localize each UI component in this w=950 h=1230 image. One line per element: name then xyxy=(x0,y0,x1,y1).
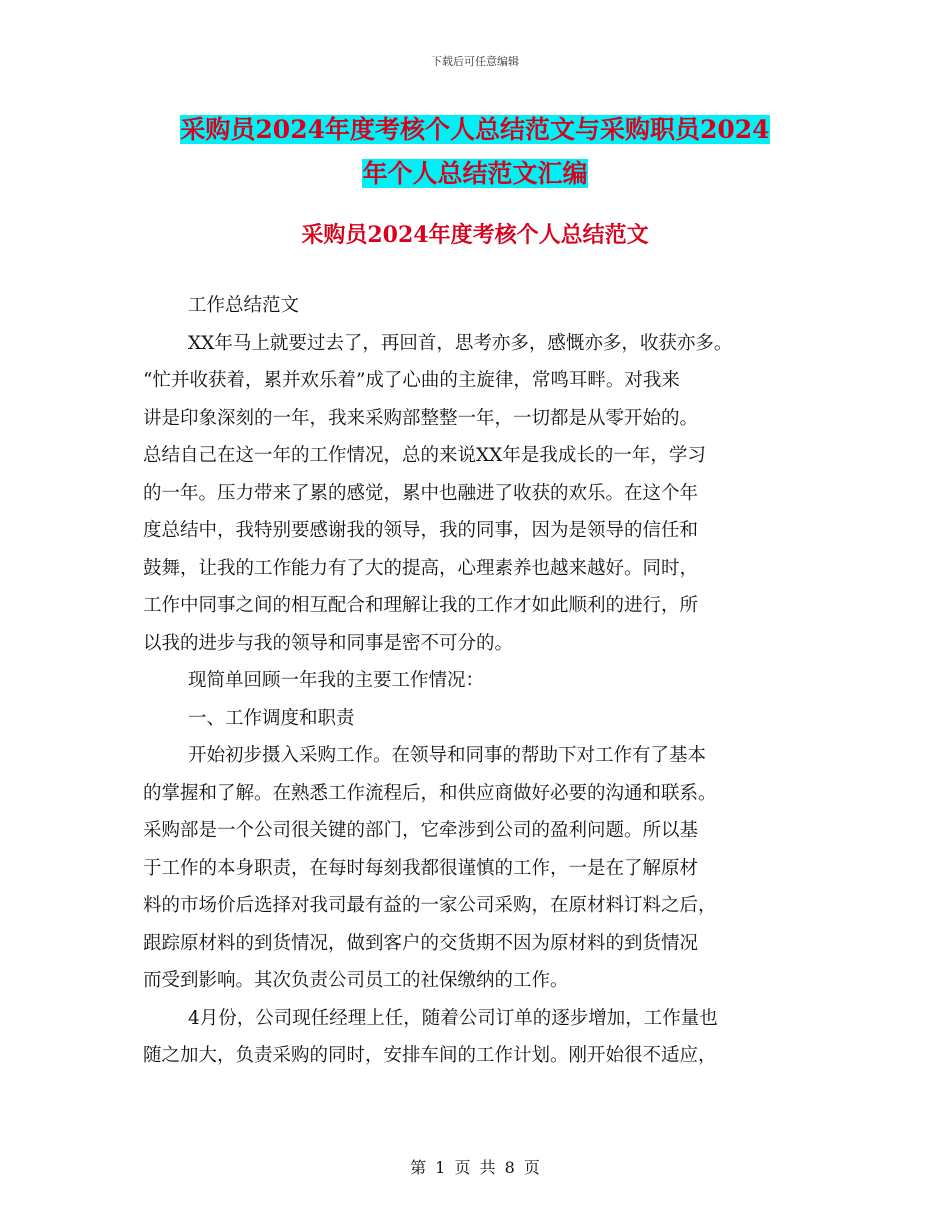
paragraph-line: 一、工作调度和职责 xyxy=(188,707,355,729)
paragraph-line: “忙并收获着，累并欢乐着”成了心曲的主旋律，常鸣耳畔。对我来 xyxy=(143,370,680,391)
document-title xyxy=(150,108,800,196)
paragraph-line: 的掌握和了解。在熟悉工作流程后，和供应商做好必要的沟通和联系。 xyxy=(143,782,717,804)
paragraph-line: 以我的进步与我的领导和同事是密不可分的。 xyxy=(143,632,514,654)
paragraph-line: XX年马上就要过去了，再回首，思考亦多，感慨亦多，收获亦多。 xyxy=(188,332,733,354)
paragraph-line: 料的市场价后选择对我司最有益的一家公司采购，在原材料订料之后， xyxy=(143,895,717,916)
paragraph-line: 采购部是一个公司很关键的部门，它牵涉到公司的盈利问题。所以基 xyxy=(143,820,699,841)
page-header-note: 下载后可任意编辑 xyxy=(431,55,519,68)
paragraph-line: 度总结中，我特别要感谢我的领导，我的同事，因为是领导的信任和 xyxy=(143,520,699,541)
paragraph-line: 而受到影响。其次负责公司员工的社保缴纳的工作。 xyxy=(143,970,569,991)
document-body xyxy=(143,287,813,1075)
paragraph-line: 跟踪原材料的到货情况，做到客户的交货期不因为原材料的到货情况 xyxy=(143,932,699,954)
paragraph-line: 讲是印象深刻的一年，我来采购部整整一年，一切都是从零开始的。 xyxy=(143,407,699,429)
paragraph-line: 4月份，公司现任经理上任，随着公司订单的逐步增加，工作量也 xyxy=(188,1007,718,1029)
paragraph-line: 工作中同事之间的相互配合和理解让我的工作才如此顺利的进行，所 xyxy=(143,595,699,616)
paragraph-line: 工作总结范文 xyxy=(188,295,300,316)
title-line-1: 采购员2024年度考核个人总结范文与采购职员2024 xyxy=(180,115,770,144)
section-title: 采购员2024年度考核个人总结范文 xyxy=(301,222,649,248)
paragraph-line: 于工作的本身职责，在每时每刻我都很谨慎的工作，一是在了解原材 xyxy=(143,857,699,879)
paragraph-line: 随之加大，负责采购的同时，安排车间的工作计划。刚开始很不适应， xyxy=(143,1045,717,1066)
page-footer: 第 1 页 共 8 页 xyxy=(410,1158,540,1177)
paragraph-line: 总结自己在这一年的工作情况，总的来说XX年是我成长的一年，学习 xyxy=(143,445,706,466)
title-line-2: 年个人总结范文汇编 xyxy=(362,159,588,188)
paragraph-line: 鼓舞，让我的工作能力有了大的提高，心理素养也越来越好。同时， xyxy=(143,557,699,579)
paragraph-line: 开始初步摄入采购工作。在领导和同事的帮助下对工作有了基本 xyxy=(188,745,707,766)
paragraph-line: 现简单回顾一年我的主要工作情况： xyxy=(188,670,485,691)
paragraph-line: 的一年。压力带来了累的感觉，累中也融进了收获的欢乐。在这个年 xyxy=(143,482,699,504)
